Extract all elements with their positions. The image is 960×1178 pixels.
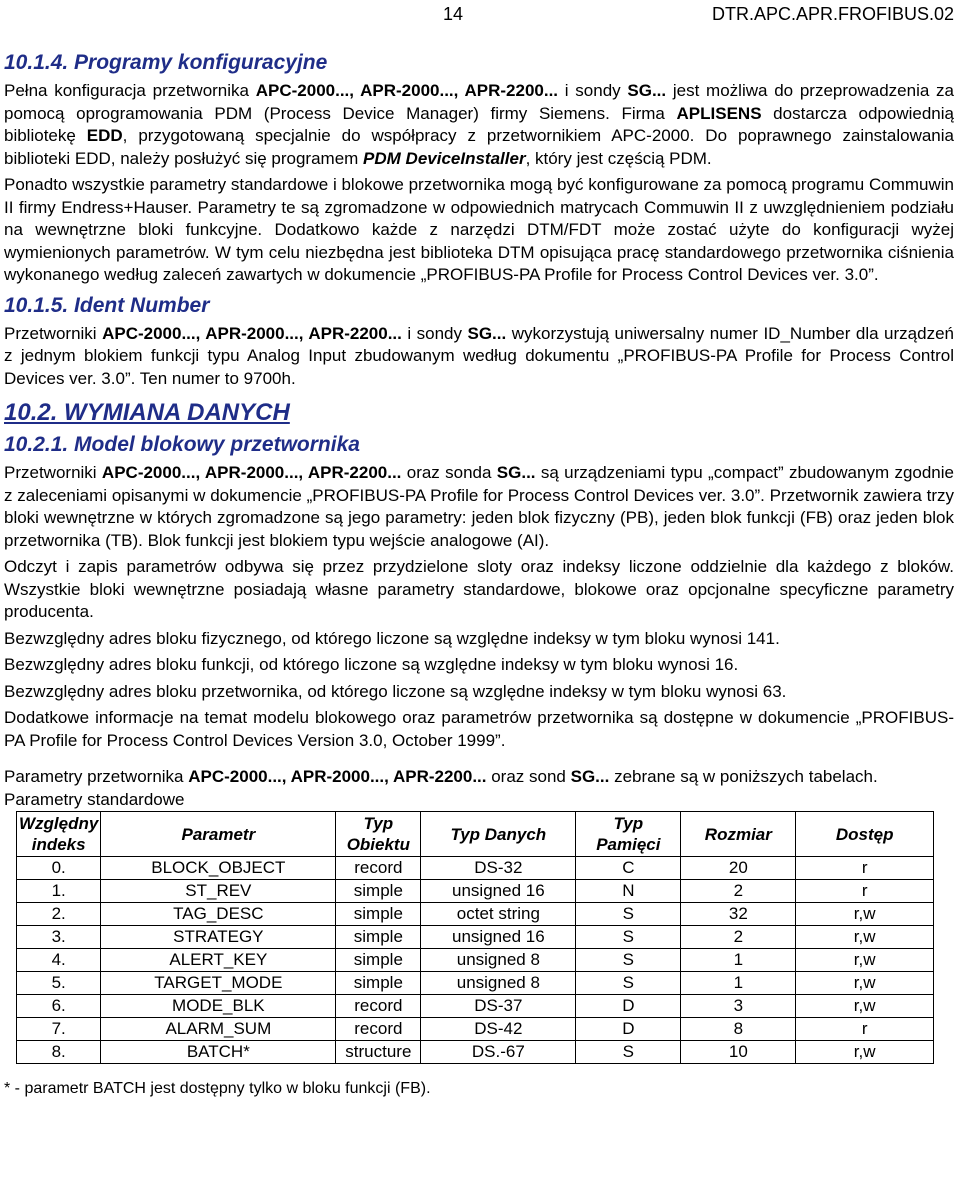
table-header-row: [17, 812, 934, 857]
col-header-data-type: Typ Danych: [421, 812, 576, 857]
table-row: 6. MODE_BLK record DS-37 D 3 r,w: [17, 995, 934, 1018]
col-header-parameter: Parametr: [101, 812, 336, 857]
col-header-memory-type: Typ Pamięci: [576, 812, 681, 857]
paragraph-tables-intro: Parametry przetwornika APC-2000..., APR-2000..., APR-2200... oraz sond SG... zebrane są w poniższych tabelach.: [4, 767, 878, 786]
paragraph-physical-block-address: Bezwzględny adres bloku fizycznego, od którego liczone są względne indeksy w tym bloku wynosi 141.: [4, 628, 780, 648]
paragraph-additional-info: Dodatkowe informacje na temat modelu blokowego oraz parametrów przetwornika są dostępne w dokumencie „PROFIBUS-PA Profile for Process Control Devices Version 3.0, October 1999”.: [4, 708, 954, 750]
col-header-size: Rozmiar: [681, 812, 796, 857]
paragraph-block-model: Przetworniki APC-2000..., APR-2000..., APR-2200... oraz sonda SG... są urządzeniami typu „compact” zbudowanym zgodnie z zaleceniami opisanymi w dokumencie „PROFIBUS-PA Profile for Process Control Devices ver. 3.0”. Przetwornik zawiera trzy bloki wewnętrzne w których zgromadzone są jego parametry: jeden blok fizyczny (PB), jeden blok funkcji (FB) oraz jeden blok przetwornika (TB). Blok funkcji jest blokiem typu wejście analogowe (AI).: [4, 463, 954, 550]
table-row: 4. ALERT_KEY simple unsigned 8 S 1 r,w: [17, 949, 934, 972]
col-header-object-type: Typ Obiektu: [336, 812, 421, 857]
section-title-ident-number: 10.1.5. Ident Number: [4, 293, 210, 317]
table-footnote: * - parametr BATCH jest dostępny tylko w bloku funkcji (FB).: [4, 1080, 431, 1097]
table-caption: Parametry standardowe: [4, 789, 185, 809]
col-header-relative-index: Względny indeks: [17, 812, 101, 857]
table-row: 7. ALARM_SUM record DS-42 D 8 r: [17, 1018, 934, 1041]
table-row: 2. TAG_DESC simple octet string S 32 r,w: [17, 903, 934, 926]
paragraph-programs-intro: Pełna konfiguracja przetwornika APC-2000..., APR-2000..., APR-2200... i sondy SG... jest możliwa do przeprowadzenia za pomocą oprogramowania PDM (Process Device Manager) firmy Siemens. Firma APLISENS dostarcza odpowiednią bibliotekę EDD, przygotowaną specjalnie do współpracy z przetwornikiem APC-2000. Do poprawnego zainstalowania biblioteki EDD, należy posłużyć się programem PDM DeviceInstaller, który jest częścią PDM.: [4, 81, 954, 168]
table-row: 1. ST_REV simple unsigned 16 N 2 r: [17, 880, 934, 903]
section-title-block-model: 10.2.1. Model blokowy przetwornika: [4, 433, 360, 456]
document-code: DTR.APC.APR.FROFIBUS.02: [711, 4, 954, 24]
section-title-data-exchange: 10.2. WYMIANA DANYCH: [4, 399, 290, 426]
section-title-programs: 10.1.4. Programy konfiguracyjne: [4, 51, 328, 74]
paragraph-slots-indexes: Odczyt i zapis parametrów odbywa się przez przydzielone sloty oraz indeksy liczone oddzielnie dla każdego z bloków. Wszystkie bloki wewnętrzne posiadają własne parametry standardowe, blokowe oraz opcjonalne specyficzne parametry producenta.: [4, 557, 954, 621]
paragraph-function-block-address: Bezwzględny adres bloku funkcji, od którego liczone są względne indeksy w tym bloku wynosi 16.: [4, 655, 739, 674]
table-row: 0. BLOCK_OBJECT record DS-32 C 20 r: [17, 857, 934, 880]
col-header-access: Dostęp: [796, 812, 934, 857]
paragraph-commuwin: Ponadto wszystkie parametry standardowe i blokowe przetwornika mogą być konfigurowane za pomocą programu Commuwin II firmy Endress+Hauser. Parametry te są zgromadzone w odpowiednich matrycach Commuwin II z uwzględnieniem podziału na wewnętrzne bloki funkcyjne. Dodatkowo każde z narzędzi DTM/FDT może zostać użyte do konfiguracji wyżej wymienionych parametrów. W tym celu niezbędna jest biblioteka DTM opisująca pracę standardowego przetwornika ciśnienia wykonanego według zaleceń zawartych w dokumencie „PROFIBUS-PA Profile for Process Control Devices ver. 3.0”.: [4, 175, 954, 284]
paragraph-transducer-block-address: Bezwzględny adres bloku przetwornika, od którego liczone są względne indeksy w tym bloku wynosi 63.: [4, 681, 787, 701]
table-row: 5. TARGET_MODE simple unsigned 8 S 1 r,w: [17, 972, 934, 995]
paragraph-ident-number: Przetworniki APC-2000..., APR-2000..., APR-2200... i sondy SG... wykorzystują uniwersalny numer ID_Number dla urządzeń z jednym blokiem funkcji typu Analog Input zbudowanym według dokumentu „PROFIBUS-PA Profile for Process Control Devices ver. 3.0”. Ten numer to 9700h.: [4, 323, 954, 388]
table-row: 8. BATCH* structure DS.-67 S 10 r,w: [17, 1041, 934, 1064]
table-row: 3. STRATEGY simple unsigned 16 S 2 r,w: [17, 926, 934, 949]
page-number: 14: [443, 4, 464, 24]
standard-parameters-table: [16, 811, 934, 1064]
page-content: [4, 50, 954, 1101]
